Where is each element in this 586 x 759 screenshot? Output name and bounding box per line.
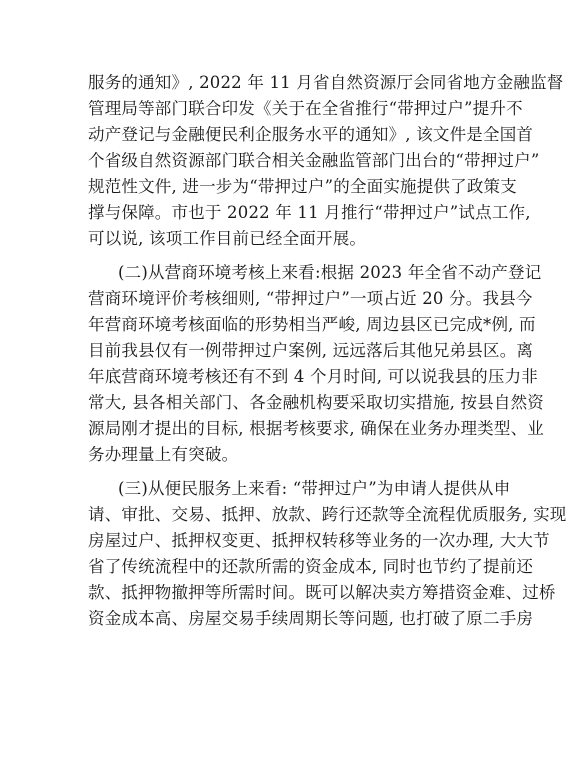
text-line: (三)从便民服务上来看: “带押过户”为申请人提供从申 [118, 479, 511, 498]
text-line: 常大, 县各相关部门、各金融机构要采取切实措施, 按县自然资 [88, 393, 544, 412]
text-line: 年营商环境考核面临的形势相当严峻, 周边县区已完成*例, 而 [88, 315, 536, 334]
text-line: 房屋过户、抵押权变更、抵押权转移等业务的一次办理, 大大节 [88, 531, 550, 550]
text-line: (二)从营商环境考核上来看:根据 2023 年全省不动产登记 [118, 263, 542, 282]
text-line: 目前我县仅有一例带押过户案例, 远远落后其他兄弟县区。离 [88, 341, 534, 360]
text-line: 可以说, 该项工作目前已经全面开展。 [88, 229, 367, 248]
text-line: 省了传统流程中的还款所需的资金成本, 同时也节约了提前还 [88, 557, 534, 576]
text-line: 个省级自然资源部门联合相关金融监管部门出台的“带押过户” [88, 151, 540, 170]
text-line: 源局刚才提出的目标, 根据考核要求, 确保在业务办理类型、业 [88, 419, 544, 438]
text-line: 撑与保障。市也于 2022 年 11 月推行“带押过户”试点工作, [88, 203, 531, 222]
text-line: 年底营商环境考核还有不到 4 个月时间, 可以说我县的压力非 [88, 367, 538, 386]
text-line: 动产登记与金融便民利企服务水平的通知》, 该文件是全国首 [88, 125, 534, 144]
text-line: 服务的通知》, 2022 年 11 月省自然资源厅会同省地方金融监督 [88, 73, 564, 92]
text-line: 请、审批、交易、抵押、放款、跨行还款等全流程优质服务, 实现 [88, 505, 567, 524]
text-line: 营商环境评价考核细则, “带押过户”一项占近 20 分。我县今 [88, 289, 533, 308]
text-line: 管理局等部门联合印发《关于在全省推行“带押过户”提升不 [88, 99, 523, 118]
text-line: 款、抵押物撤押等所需时间。既可以解决卖方筹措资金难、过桥 [88, 583, 556, 602]
text-line: 规范性文件, 进一步为“带押过户”的全面实施提供了政策支 [88, 177, 517, 196]
text-line: 务办理量上有突破。 [88, 445, 239, 464]
text-line: 资金成本高、房屋交易手续周期长等问题, 也打破了原二手房 [88, 609, 534, 628]
